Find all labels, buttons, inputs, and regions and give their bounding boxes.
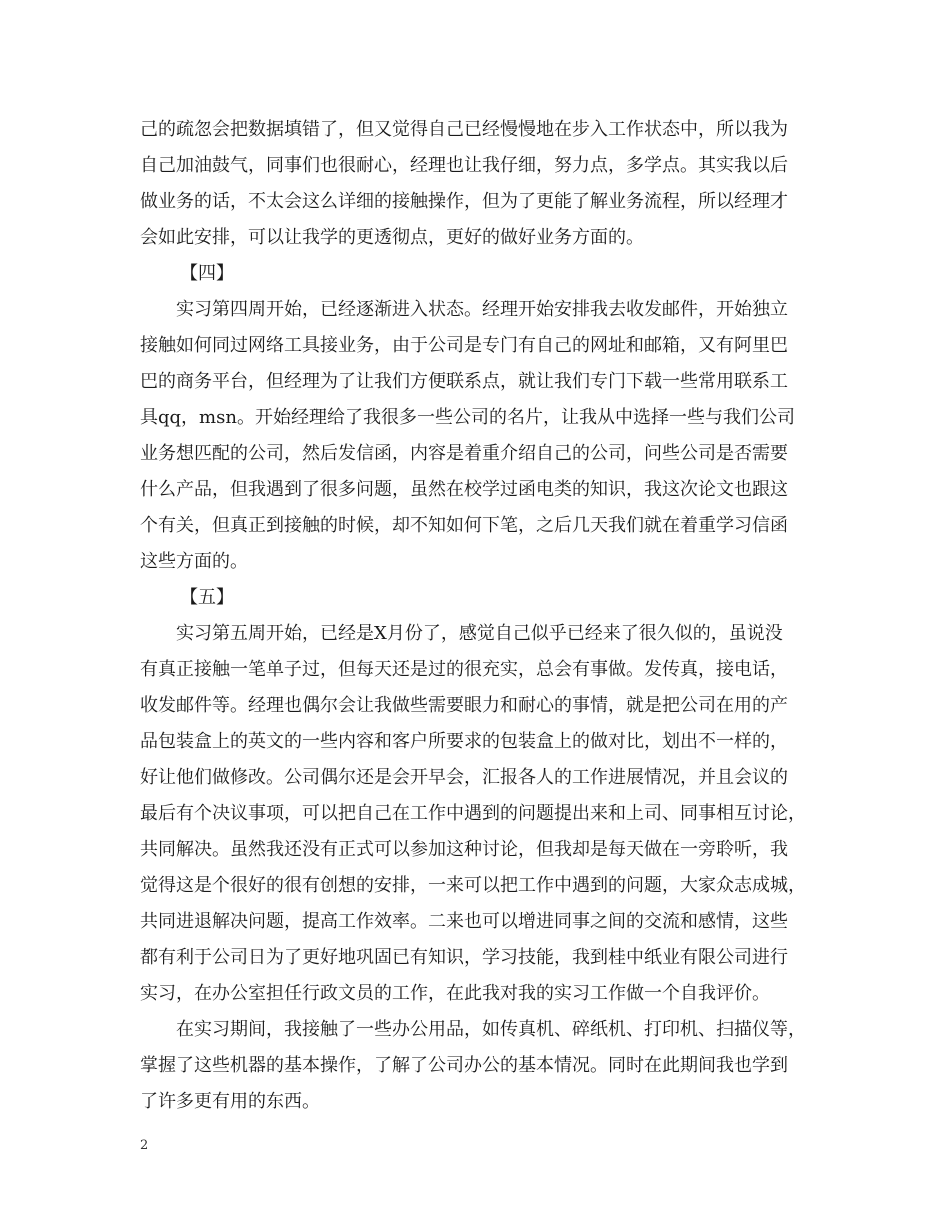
text-line: 都有利于公司日为了更好地巩固已有知识，学习技能，我到桂中纸业有限公司进行 (140, 947, 788, 968)
text-line: 会如此安排，可以让我学的更透彻点，更好的做好业务方面的。 (140, 227, 644, 248)
section-heading: 【五】 (180, 587, 234, 608)
text-line: 共同解决。虽然我还没有正式可以参加这种讨论，但我却是每天做在一旁聆听，我 (140, 839, 788, 860)
text-line: 巴的商务平台，但经理为了让我们方便联系点，就让我们专门下载一些常用联系工 (140, 371, 788, 392)
text-line: 最后有个决议事项，可以把自己在工作中遇到的问题提出来和上司、同事相互讨论， (140, 803, 806, 824)
text-line: 做业务的话，不太会这么详细的接触操作，但为了更能了解业务流程，所以经理才 (140, 191, 788, 212)
text-line: 自己加油鼓气，同事们也很耐心，经理也让我仔细，努力点，多学点。其实我以后 (140, 155, 788, 176)
text-line: 掌握了这些机器的基本操作，了解了公司办公的基本情况。同时在此期间我也学到 (140, 1055, 788, 1076)
text-line: 在实习期间，我接触了一些办公用品，如传真机、碎纸机、打印机、扫描仪等， (176, 1019, 806, 1040)
text-line: 有真正接触一笔单子过，但每天还是过的很充实，总会有事做。发传真，接电话， (140, 659, 788, 680)
text-line: 具qq，msn。开始经理给了我很多一些公司的名片，让我从中选择一些与我们公司 (140, 407, 795, 428)
text-line: 实习，在办公室担任行政文员的工作，在此我对我的实习工作做一个自我评价。 (140, 983, 770, 1004)
text-line: 了许多更有用的东西。 (140, 1091, 320, 1112)
text-line: 实习第五周开始，已经是X月份了，感觉自己似乎已经来了很久似的，虽说没 (176, 623, 783, 644)
text-line: 接触如何同过网络工具接业务，由于公司是专门有自己的网址和邮箱，又有阿里巴 (140, 335, 788, 356)
page-number: 2 (140, 1138, 149, 1153)
text-line: 业务想匹配的公司，然后发信函，内容是着重介绍自己的公司，问些公司是否需要 (140, 443, 788, 464)
text-line: 收发邮件等。经理也偶尔会让我做些需要眼力和耐心的事情，就是把公司在用的产 (140, 695, 788, 716)
text-line: 这些方面的。 (140, 551, 248, 572)
text-line: 好让他们做修改。公司偶尔还是会开早会，汇报各人的工作进展情况，并且会议的 (140, 767, 788, 788)
text-line: 实习第四周开始，已经逐渐进入状态。经理开始安排我去收发邮件，开始独立 (176, 299, 788, 320)
text-line: 共同进退解决问题，提高工作效率。二来也可以增进同事之间的交流和感情，这些 (140, 911, 788, 932)
text-line: 品包装盒上的英文的一些内容和客户所要求的包装盒上的做对比，划出不一样的， (140, 731, 788, 752)
section-heading: 【四】 (180, 263, 234, 284)
text-line: 什么产品，但我遇到了很多问题，虽然在校学过函电类的知识，我这次论文也跟这 (140, 479, 788, 500)
text-line: 觉得这是个很好的很有创想的安排，一来可以把工作中遇到的问题，大家众志成城， (140, 875, 806, 896)
text-line: 个有关，但真正到接触的时候，却不知如何下笔，之后几天我们就在着重学习信函 (140, 515, 788, 536)
text-line: 己的疏忽会把数据填错了，但又觉得自己已经慢慢地在步入工作状态中，所以我为 (140, 119, 788, 140)
